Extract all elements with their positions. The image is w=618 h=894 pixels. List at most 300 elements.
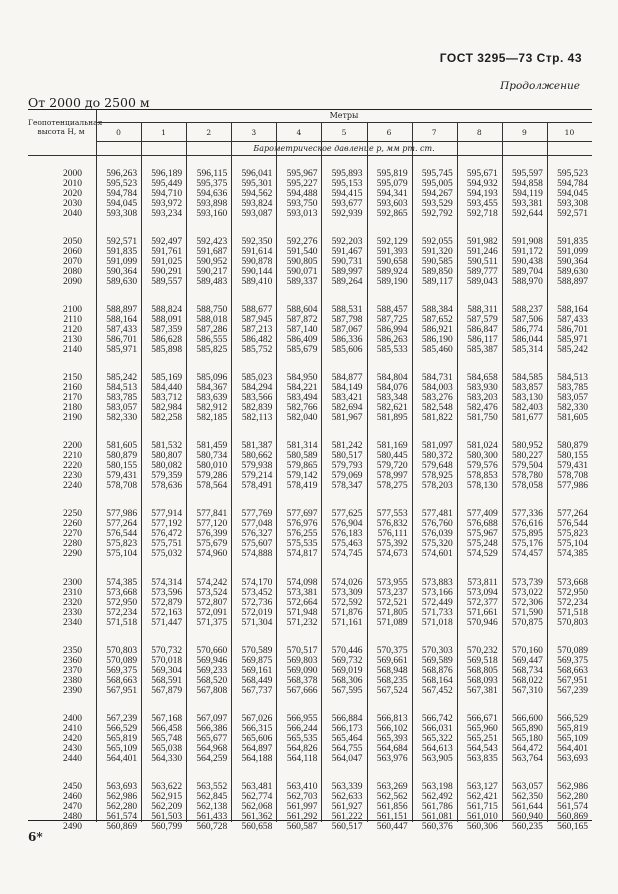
- pressure-value: 572,234: [106, 607, 138, 618]
- pressure-value: 564,188: [241, 753, 273, 764]
- pressure-value: 566,742: [421, 713, 453, 724]
- pressure-value: 568,520: [196, 675, 228, 686]
- value-group: [502, 159, 543, 227]
- pressure-value: 577,264: [557, 509, 588, 520]
- pressure-value: 594,784: [106, 189, 138, 199]
- pressure-value: 565,960: [466, 723, 498, 734]
- height-value: 2050: [63, 237, 82, 248]
- pressure-value: 595,449: [151, 179, 183, 189]
- value-group: [412, 363, 453, 431]
- pressure-value: 585,971: [557, 335, 588, 346]
- pressure-value: 581,387: [241, 441, 273, 452]
- pressure-value: 576,832: [376, 519, 408, 530]
- pressure-value: 569,304: [151, 665, 183, 676]
- value-column: [412, 159, 453, 840]
- value-column: [547, 159, 588, 840]
- pressure-value: 562,421: [466, 791, 498, 802]
- pressure-value: 571,089: [376, 617, 408, 628]
- value-group: [367, 772, 408, 840]
- pressure-value: 592,644: [512, 209, 543, 219]
- height-value: 2440: [63, 753, 82, 764]
- pressure-value: 589,337: [286, 277, 318, 288]
- pressure-value: 563,127: [466, 781, 498, 792]
- value-group: [321, 363, 362, 431]
- pressure-value: 568,663: [557, 665, 588, 676]
- column-number: 2: [206, 128, 212, 137]
- pressure-value: 570,375: [376, 645, 408, 656]
- pressure-value: 563,269: [376, 781, 408, 792]
- pressure-value: 560,165: [557, 821, 588, 832]
- pressure-value: 563,198: [421, 781, 453, 792]
- pressure-value: 595,967: [286, 169, 318, 179]
- pressure-value: 575,751: [151, 539, 183, 550]
- value-group: [276, 363, 317, 431]
- pressure-value: 587,359: [151, 325, 183, 336]
- value-group: [367, 159, 408, 227]
- pressure-value: 592,571: [557, 209, 588, 219]
- pressure-value: 572,879: [151, 597, 183, 608]
- pressure-value: 575,392: [376, 539, 408, 550]
- pressure-value: 562,986: [106, 791, 138, 802]
- pressure-value: 589,410: [241, 277, 273, 288]
- pressure-value: 569,375: [106, 665, 138, 676]
- pressure-value: 569,161: [241, 665, 273, 676]
- pressure-value: 562,774: [241, 791, 273, 802]
- pressure-value: 581,097: [421, 441, 453, 452]
- pressure-value: 583,203: [466, 393, 498, 404]
- pressure-value: 568,948: [376, 665, 408, 676]
- pressure-value: 563,339: [331, 781, 363, 792]
- value-group: [276, 636, 317, 704]
- pressure-value: 577,120: [196, 519, 228, 530]
- pressure-value: 571,518: [557, 607, 588, 618]
- column-number: 5: [341, 128, 347, 137]
- pressure-value: 589,190: [376, 277, 408, 288]
- value-group: [231, 227, 272, 295]
- value-group: [321, 568, 362, 636]
- pressure-value: 570,875: [512, 617, 543, 628]
- pressure-value: 584,513: [557, 373, 588, 384]
- height-value: 2410: [63, 723, 82, 734]
- pressure-value: 589,997: [331, 267, 363, 278]
- pressure-value: 570,089: [106, 655, 138, 666]
- pressure-value: 579,576: [466, 461, 498, 472]
- value-group: [457, 159, 498, 227]
- pressure-value: 578,780: [512, 471, 543, 482]
- value-group: [412, 636, 453, 704]
- value-group: [186, 772, 227, 840]
- pressure-value: 571,232: [286, 617, 318, 628]
- pressure-value: 567,595: [331, 685, 363, 696]
- pressure-value: 561,715: [466, 801, 498, 812]
- height-value: 2060: [63, 247, 82, 258]
- pressure-value: 596,041: [241, 169, 273, 179]
- pressure-value: 577,841: [196, 509, 228, 520]
- pressure-value: 592,939: [331, 209, 363, 219]
- value-group: [367, 295, 408, 363]
- pressure-value: 583,057: [557, 393, 588, 404]
- pressure-value: 567,452: [421, 685, 453, 696]
- pressure-value: 595,005: [421, 179, 453, 189]
- pressure-value: 591,320: [421, 247, 453, 258]
- value-group: [367, 363, 408, 431]
- pressure-value: 582,330: [557, 403, 588, 414]
- pressure-value: 567,951: [106, 685, 138, 696]
- pressure-value: 577,264: [106, 519, 138, 530]
- value-group: [276, 772, 317, 840]
- pressure-value: 583,494: [286, 393, 318, 404]
- pressure-value: 569,875: [241, 655, 273, 666]
- pressure-value: 596,263: [106, 169, 138, 179]
- column-number: 8: [476, 128, 482, 137]
- pressure-value: 595,597: [512, 169, 543, 179]
- pressure-value: 590,217: [196, 267, 228, 278]
- pressure-value: 577,553: [376, 509, 408, 520]
- pressure-value: 587,433: [106, 325, 138, 336]
- pressure-value: 563,622: [151, 781, 183, 792]
- height-value: 2200: [63, 441, 82, 452]
- pressure-value: 571,948: [286, 607, 318, 618]
- pressure-value: 591,982: [466, 237, 498, 248]
- pressure-value: 579,286: [196, 471, 228, 482]
- pressure-value: 591,025: [151, 257, 183, 268]
- pressure-value: 563,693: [557, 753, 588, 764]
- value-group: [96, 363, 137, 431]
- pressure-value: 594,562: [241, 189, 273, 199]
- pressure-value: 589,264: [331, 277, 363, 288]
- value-group: [96, 636, 137, 704]
- pressure-value: 576,544: [106, 529, 138, 540]
- value-group: [412, 431, 453, 499]
- value-group: [276, 159, 317, 227]
- pressure-value: 578,347: [331, 481, 363, 492]
- pressure-value: 593,308: [106, 209, 138, 219]
- height-value: 2210: [63, 451, 82, 462]
- pressure-value: 571,661: [466, 607, 498, 618]
- pressure-value: 567,097: [196, 713, 228, 724]
- pressure-value: 580,662: [241, 451, 273, 462]
- pressure-value: 581,605: [106, 441, 138, 452]
- pressure-value: 566,671: [466, 713, 498, 724]
- pressure-value: 567,879: [151, 685, 183, 696]
- height-value: 2030: [63, 199, 82, 209]
- pressure-value: 579,359: [151, 471, 183, 482]
- pressure-value: 570,946: [466, 617, 498, 628]
- pressure-value: 594,267: [421, 189, 453, 199]
- pressure-value: 563,835: [466, 753, 498, 764]
- pressure-value: 593,013: [286, 209, 318, 219]
- value-group: [276, 295, 317, 363]
- pressure-value: 564,118: [286, 753, 318, 764]
- pressure-value: 578,058: [512, 481, 543, 492]
- pressure-value: 576,255: [286, 529, 318, 540]
- pressure-value: 580,155: [557, 451, 588, 462]
- value-group: [547, 227, 588, 295]
- pressure-value: 565,748: [151, 733, 183, 744]
- pressure-value: 586,336: [331, 335, 363, 346]
- pressure-value: 579,431: [106, 471, 138, 482]
- pressure-value: 581,677: [512, 413, 543, 424]
- value-group: [321, 159, 362, 227]
- value-group: [547, 295, 588, 363]
- pressure-value: 593,603: [376, 199, 408, 209]
- pressure-value: 585,752: [241, 345, 273, 356]
- value-group: [502, 772, 543, 840]
- height-value: 2360: [63, 655, 82, 666]
- pressure-value: 592,718: [466, 209, 498, 219]
- column-number: 9: [521, 128, 527, 137]
- pressure-value: 576,760: [421, 519, 453, 530]
- pressure-value: 562,562: [376, 791, 408, 802]
- pressure-value: 580,879: [557, 441, 588, 452]
- pressure-value: 593,750: [286, 199, 318, 209]
- pressure-value: 595,153: [331, 179, 363, 189]
- pressure-value: 594,636: [196, 189, 228, 199]
- height-value: 2070: [63, 257, 82, 268]
- pressure-value: 566,173: [331, 723, 363, 734]
- pressure-value: 570,303: [421, 645, 453, 656]
- value-group: [96, 227, 137, 295]
- pressure-value: 565,464: [331, 733, 363, 744]
- pressure-value: 569,589: [421, 655, 453, 666]
- pressure-value: 595,893: [331, 169, 363, 179]
- pressure-value: 590,805: [286, 257, 318, 268]
- pressure-value: 568,378: [286, 675, 318, 686]
- pressure-value: 582,984: [151, 403, 183, 414]
- pressure-value: 575,463: [331, 539, 363, 550]
- pressure-value: 576,183: [331, 529, 363, 540]
- pressure-value: 575,176: [512, 539, 543, 550]
- pressure-value: 576,472: [151, 529, 183, 540]
- column-number: 6: [386, 128, 392, 137]
- pressure-value: 576,544: [557, 519, 588, 530]
- pressure-value: 589,630: [106, 277, 138, 288]
- value-column: [367, 159, 408, 840]
- value-group: [502, 295, 543, 363]
- pressure-value: 588,897: [557, 277, 588, 288]
- pressure-value: 573,739: [512, 577, 543, 588]
- pressure-value: 567,310: [512, 685, 543, 696]
- value-group: [502, 431, 543, 499]
- pressure-value: 568,022: [512, 675, 543, 686]
- pressure-value: 573,166: [421, 587, 453, 598]
- pressure-value: 566,813: [376, 713, 408, 724]
- pressure-value: 574,745: [331, 549, 363, 560]
- pressure-value: 583,057: [106, 403, 138, 414]
- pressure-value: 576,976: [286, 519, 318, 530]
- value-group: [321, 227, 362, 295]
- pressure-value: 570,660: [196, 645, 228, 656]
- height-value: 2420: [63, 733, 82, 744]
- pressure-value: 595,745: [421, 169, 453, 179]
- pressure-value: 594,193: [466, 189, 498, 199]
- pressure-value: 586,117: [467, 335, 498, 346]
- pressure-value: 584,513: [106, 383, 138, 394]
- pressure-value: 582,403: [512, 403, 543, 414]
- value-group: [96, 772, 137, 840]
- pressure-value: 574,242: [196, 577, 228, 588]
- column-number: 0: [116, 128, 121, 137]
- pressure-value: 590,364: [557, 257, 588, 268]
- pressure-value: 575,679: [196, 539, 228, 550]
- pressure-value: 576,904: [331, 519, 363, 530]
- pressure-value: 584,731: [421, 373, 453, 384]
- pressure-value: 561,786: [421, 801, 453, 812]
- pressure-value: 567,737: [241, 685, 273, 696]
- pressure-value: 595,671: [466, 169, 498, 179]
- pressure-value: 572,091: [196, 607, 228, 618]
- pressure-value: 584,003: [421, 383, 453, 394]
- value-group: [186, 499, 227, 567]
- pressure-value: 572,736: [241, 597, 273, 608]
- height-value: 2270: [63, 529, 82, 540]
- pressure-value: 566,600: [512, 713, 543, 724]
- value-group: [321, 772, 362, 840]
- value-group: [276, 499, 317, 567]
- pressure-value: 592,792: [421, 209, 453, 219]
- pressure-value: 569,375: [557, 655, 588, 666]
- value-group: [367, 704, 408, 772]
- pressure-value: 569,732: [331, 655, 363, 666]
- pressure-value: 560,376: [421, 821, 453, 832]
- pressure-value: 588,970: [512, 277, 543, 288]
- pressure-value: 560,940: [512, 811, 543, 822]
- pressure-value: 588,824: [151, 305, 183, 316]
- height-value: 2160: [63, 383, 82, 394]
- pressure-value: 572,592: [331, 597, 363, 608]
- value-group: [141, 363, 182, 431]
- pressure-value: 568,663: [106, 675, 138, 686]
- pressure-value: 561,081: [421, 811, 453, 822]
- pressure-value: 594,045: [106, 199, 138, 209]
- height-group: [28, 295, 82, 363]
- pressure-value: 574,888: [241, 549, 273, 560]
- value-group: [502, 704, 543, 772]
- height-value: 2140: [63, 345, 82, 356]
- pressure-value: 577,769: [241, 509, 273, 520]
- pressure-value: 570,803: [557, 617, 588, 628]
- pressure-value: 567,381: [466, 685, 498, 696]
- pressure-value: 563,410: [286, 781, 318, 792]
- pressure-value: 596,115: [196, 169, 228, 179]
- pressure-value: 565,535: [286, 733, 318, 744]
- value-group: [547, 431, 588, 499]
- pressure-value: 586,628: [151, 335, 183, 346]
- pressure-value: 574,960: [196, 549, 228, 560]
- pressure-value: 578,564: [196, 481, 228, 492]
- value-group: [276, 704, 317, 772]
- pressure-value: 569,090: [286, 665, 318, 676]
- pressure-value: 573,524: [196, 587, 228, 598]
- pressure-value: 562,280: [557, 791, 588, 802]
- pressure-value: 565,038: [151, 743, 183, 754]
- pressure-value: 567,239: [106, 713, 138, 724]
- pressure-value: 586,701: [106, 335, 138, 346]
- value-group: [412, 159, 453, 227]
- pressure-value: 584,804: [376, 373, 408, 384]
- value-group: [321, 499, 362, 567]
- pressure-value: 578,636: [151, 481, 183, 492]
- pressure-value: 584,950: [286, 373, 318, 384]
- pressure-value: 566,386: [196, 723, 228, 734]
- pressure-value: 593,898: [196, 199, 228, 209]
- pressure-value: 564,330: [151, 753, 183, 764]
- pressure-table: [28, 109, 592, 832]
- pressure-value: 576,111: [377, 529, 408, 540]
- pressure-value: 595,523: [557, 169, 588, 179]
- pressure-value: 590,144: [241, 267, 273, 278]
- pressure-value: 571,876: [331, 607, 363, 618]
- value-group: [231, 431, 272, 499]
- pressure-value: 572,019: [241, 607, 273, 618]
- pressure-value: 572,521: [376, 597, 408, 608]
- pressure-value: 560,869: [557, 811, 588, 822]
- pressure-value: 567,168: [151, 713, 183, 724]
- pressure-value: 581,169: [376, 441, 408, 452]
- value-column: [231, 159, 272, 840]
- pressure-value: 592,055: [421, 237, 453, 248]
- height-value: 2480: [63, 811, 82, 822]
- value-group: [547, 159, 588, 227]
- value-group: [457, 295, 498, 363]
- pressure-value: 560,517: [331, 821, 363, 832]
- pressure-value: 564,613: [421, 743, 453, 754]
- pressure-value: 587,286: [196, 325, 228, 336]
- pressure-value: 588,531: [331, 305, 363, 316]
- pressure-value: 579,504: [512, 461, 543, 472]
- value-group: [457, 363, 498, 431]
- value-group: [96, 295, 137, 363]
- pressure-value: 573,309: [331, 587, 363, 598]
- pressure-value: 588,677: [241, 305, 273, 316]
- pressure-header: Барометрическое давление p, мм рт. ст.: [253, 144, 435, 153]
- height-value: 2090: [63, 277, 82, 288]
- pressure-value: 561,151: [376, 811, 408, 822]
- pressure-value: 566,458: [151, 723, 183, 734]
- pressure-value: 581,314: [286, 441, 318, 452]
- pressure-value: 564,684: [376, 743, 408, 754]
- height-value: 2100: [63, 305, 82, 316]
- pressure-value: 562,209: [151, 801, 183, 812]
- value-group: [367, 227, 408, 295]
- value-group: [276, 431, 317, 499]
- value-group: [502, 363, 543, 431]
- pressure-value: 561,222: [331, 811, 363, 822]
- pressure-value: 584,658: [466, 373, 498, 384]
- height-value: 2370: [63, 665, 82, 676]
- pressure-value: 573,094: [466, 587, 498, 598]
- height-value: 2180: [63, 403, 82, 414]
- pressure-value: 574,457: [512, 549, 543, 560]
- pressure-value: 583,930: [466, 383, 498, 394]
- pressure-value: 583,639: [196, 393, 228, 404]
- pressure-value: 577,336: [512, 509, 543, 520]
- pressure-value: 577,914: [151, 509, 183, 520]
- value-group: [412, 499, 453, 567]
- pressure-value: 575,967: [466, 529, 498, 540]
- pressure-value: 592,276: [286, 237, 318, 248]
- pressure-value: 591,761: [151, 247, 183, 258]
- value-group: [186, 568, 227, 636]
- value-group: [141, 568, 182, 636]
- pressure-value: 561,503: [151, 811, 183, 822]
- pressure-value: 563,693: [106, 781, 138, 792]
- pressure-value: 580,082: [151, 461, 183, 472]
- pressure-value: 585,825: [196, 345, 228, 356]
- pressure-value: 587,067: [331, 325, 363, 336]
- pressure-value: 584,076: [376, 383, 408, 394]
- pressure-value: 568,591: [151, 675, 183, 686]
